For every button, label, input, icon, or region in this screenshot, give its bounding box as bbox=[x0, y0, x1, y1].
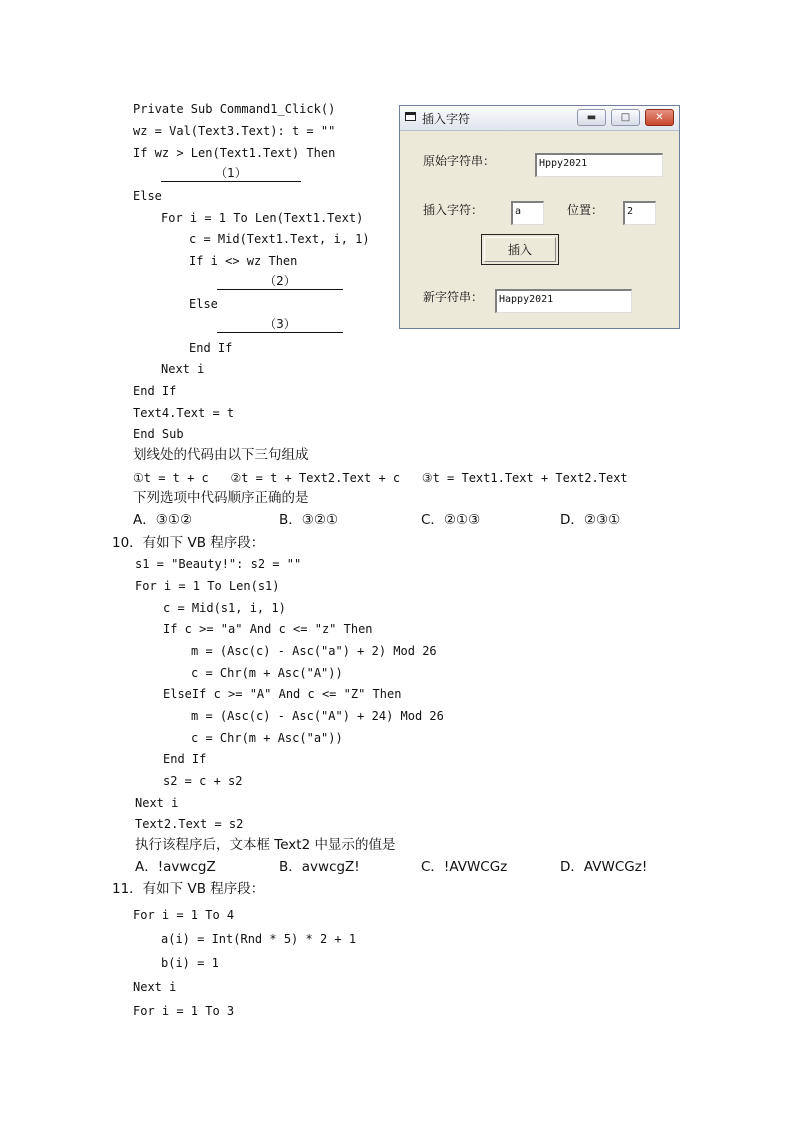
insert-button-label: 插入 bbox=[484, 237, 556, 262]
q9-option-b: B．③②① bbox=[279, 512, 339, 528]
code-line: If c >= "a" And c <= "z" Then bbox=[163, 622, 373, 636]
text2-insert-input[interactable]: a bbox=[511, 201, 544, 225]
maximize-button[interactable]: □ bbox=[611, 109, 640, 126]
code-line: End If bbox=[163, 752, 207, 766]
code-line: s1 = "Beauty!": s2 = "" bbox=[135, 557, 302, 571]
code-line: m = (Asc(c) - Asc("A") + 24) Mod 26 bbox=[191, 709, 444, 723]
code-line: c = Mid(s1, i, 1) bbox=[163, 601, 286, 615]
q10-option-d: D．AVWCGz! bbox=[560, 859, 648, 875]
insert-button[interactable] bbox=[481, 234, 559, 265]
label-insert-char: 插入字符： bbox=[423, 203, 484, 217]
label-new-string: 新字符串： bbox=[423, 290, 484, 304]
q9-intro: 划线处的代码由以下三句组成 bbox=[133, 447, 309, 463]
code-line: b(i) = 1 bbox=[161, 956, 219, 970]
code-line: wz = Val(Text3.Text): t = "" bbox=[133, 124, 336, 138]
code-line: Text4.Text = t bbox=[133, 406, 235, 420]
code-line: End Sub bbox=[133, 427, 184, 441]
code-line: m = (Asc(c) - Asc("a") + 2) Mod 26 bbox=[191, 644, 437, 658]
code-line: For i = 1 To Len(Text1.Text) bbox=[161, 211, 364, 225]
q9-option-c: C．②①③ bbox=[421, 512, 481, 528]
q11-title: 11．有如下 VB 程序段： bbox=[112, 881, 265, 897]
label-position: 位置： bbox=[567, 203, 604, 217]
app-window-icon bbox=[405, 112, 416, 121]
code-line: ElseIf c >= "A" And c <= "Z" Then bbox=[163, 687, 402, 701]
window-title-bar[interactable] bbox=[400, 106, 679, 131]
code-line: End If bbox=[189, 341, 233, 355]
q9-statements: ①t = t + c ②t = t + Text2.Text + c ③t = Text1.Text + Text2.Text bbox=[133, 471, 628, 485]
text4-new-input[interactable]: Happy2021 bbox=[495, 289, 632, 313]
code-line: Next i bbox=[133, 980, 177, 994]
code-line: For i = 1 To 4 bbox=[133, 908, 235, 922]
code-line: s2 = c + s2 bbox=[163, 774, 243, 788]
q10-option-b: B．avwcgZ! bbox=[279, 859, 360, 875]
minimize-button[interactable]: ▬ bbox=[577, 109, 606, 126]
window-title: 插入字符 bbox=[422, 112, 471, 126]
code-line: For i = 1 To Len(s1) bbox=[135, 579, 280, 593]
code-line: a(i) = Int(Rnd * 5) * 2 + 1 bbox=[161, 932, 357, 946]
code-line: Next i bbox=[135, 796, 179, 810]
q10-option-c: C．!AVWCGz bbox=[421, 859, 508, 875]
q10-title: 10．有如下 VB 程序段： bbox=[112, 535, 265, 551]
code-line: For i = 1 To 3 bbox=[133, 1004, 235, 1018]
code-line: Private Sub Command1_Click() bbox=[133, 102, 336, 116]
code-line: End If bbox=[133, 384, 177, 398]
q9-prompt: 下列选项中代码顺序正确的是 bbox=[133, 490, 309, 506]
q10-option-a: A．!avwcgZ bbox=[135, 859, 216, 875]
blank-1: （1） bbox=[161, 166, 301, 182]
q10-prompt: 执行该程序后，文本框 Text2 中显示的值是 bbox=[135, 837, 396, 853]
code-line: If i <> wz Then bbox=[189, 254, 298, 268]
text3-position-input[interactable]: 2 bbox=[623, 201, 656, 225]
q9-option-d: D．②③① bbox=[560, 512, 621, 528]
code-line: c = Chr(m + Asc("a")) bbox=[191, 731, 343, 745]
blank-2: （2） bbox=[217, 274, 343, 290]
code-line: Else bbox=[133, 189, 162, 203]
code-line: c = Mid(Text1.Text, i, 1) bbox=[189, 232, 370, 246]
code-line: Else bbox=[189, 297, 218, 311]
text1-original-input[interactable]: Hppy2021 bbox=[535, 153, 663, 177]
code-line: Next i bbox=[161, 362, 205, 376]
code-line: c = Chr(m + Asc("A")) bbox=[191, 666, 343, 680]
code-line: Text2.Text = s2 bbox=[135, 817, 244, 831]
q9-option-a: A．③①② bbox=[133, 512, 193, 528]
code-line: If wz > Len(Text1.Text) Then bbox=[133, 146, 336, 160]
close-button[interactable]: ✕ bbox=[645, 109, 674, 126]
blank-3: （3） bbox=[217, 317, 343, 333]
label-original-string: 原始字符串： bbox=[423, 154, 496, 168]
